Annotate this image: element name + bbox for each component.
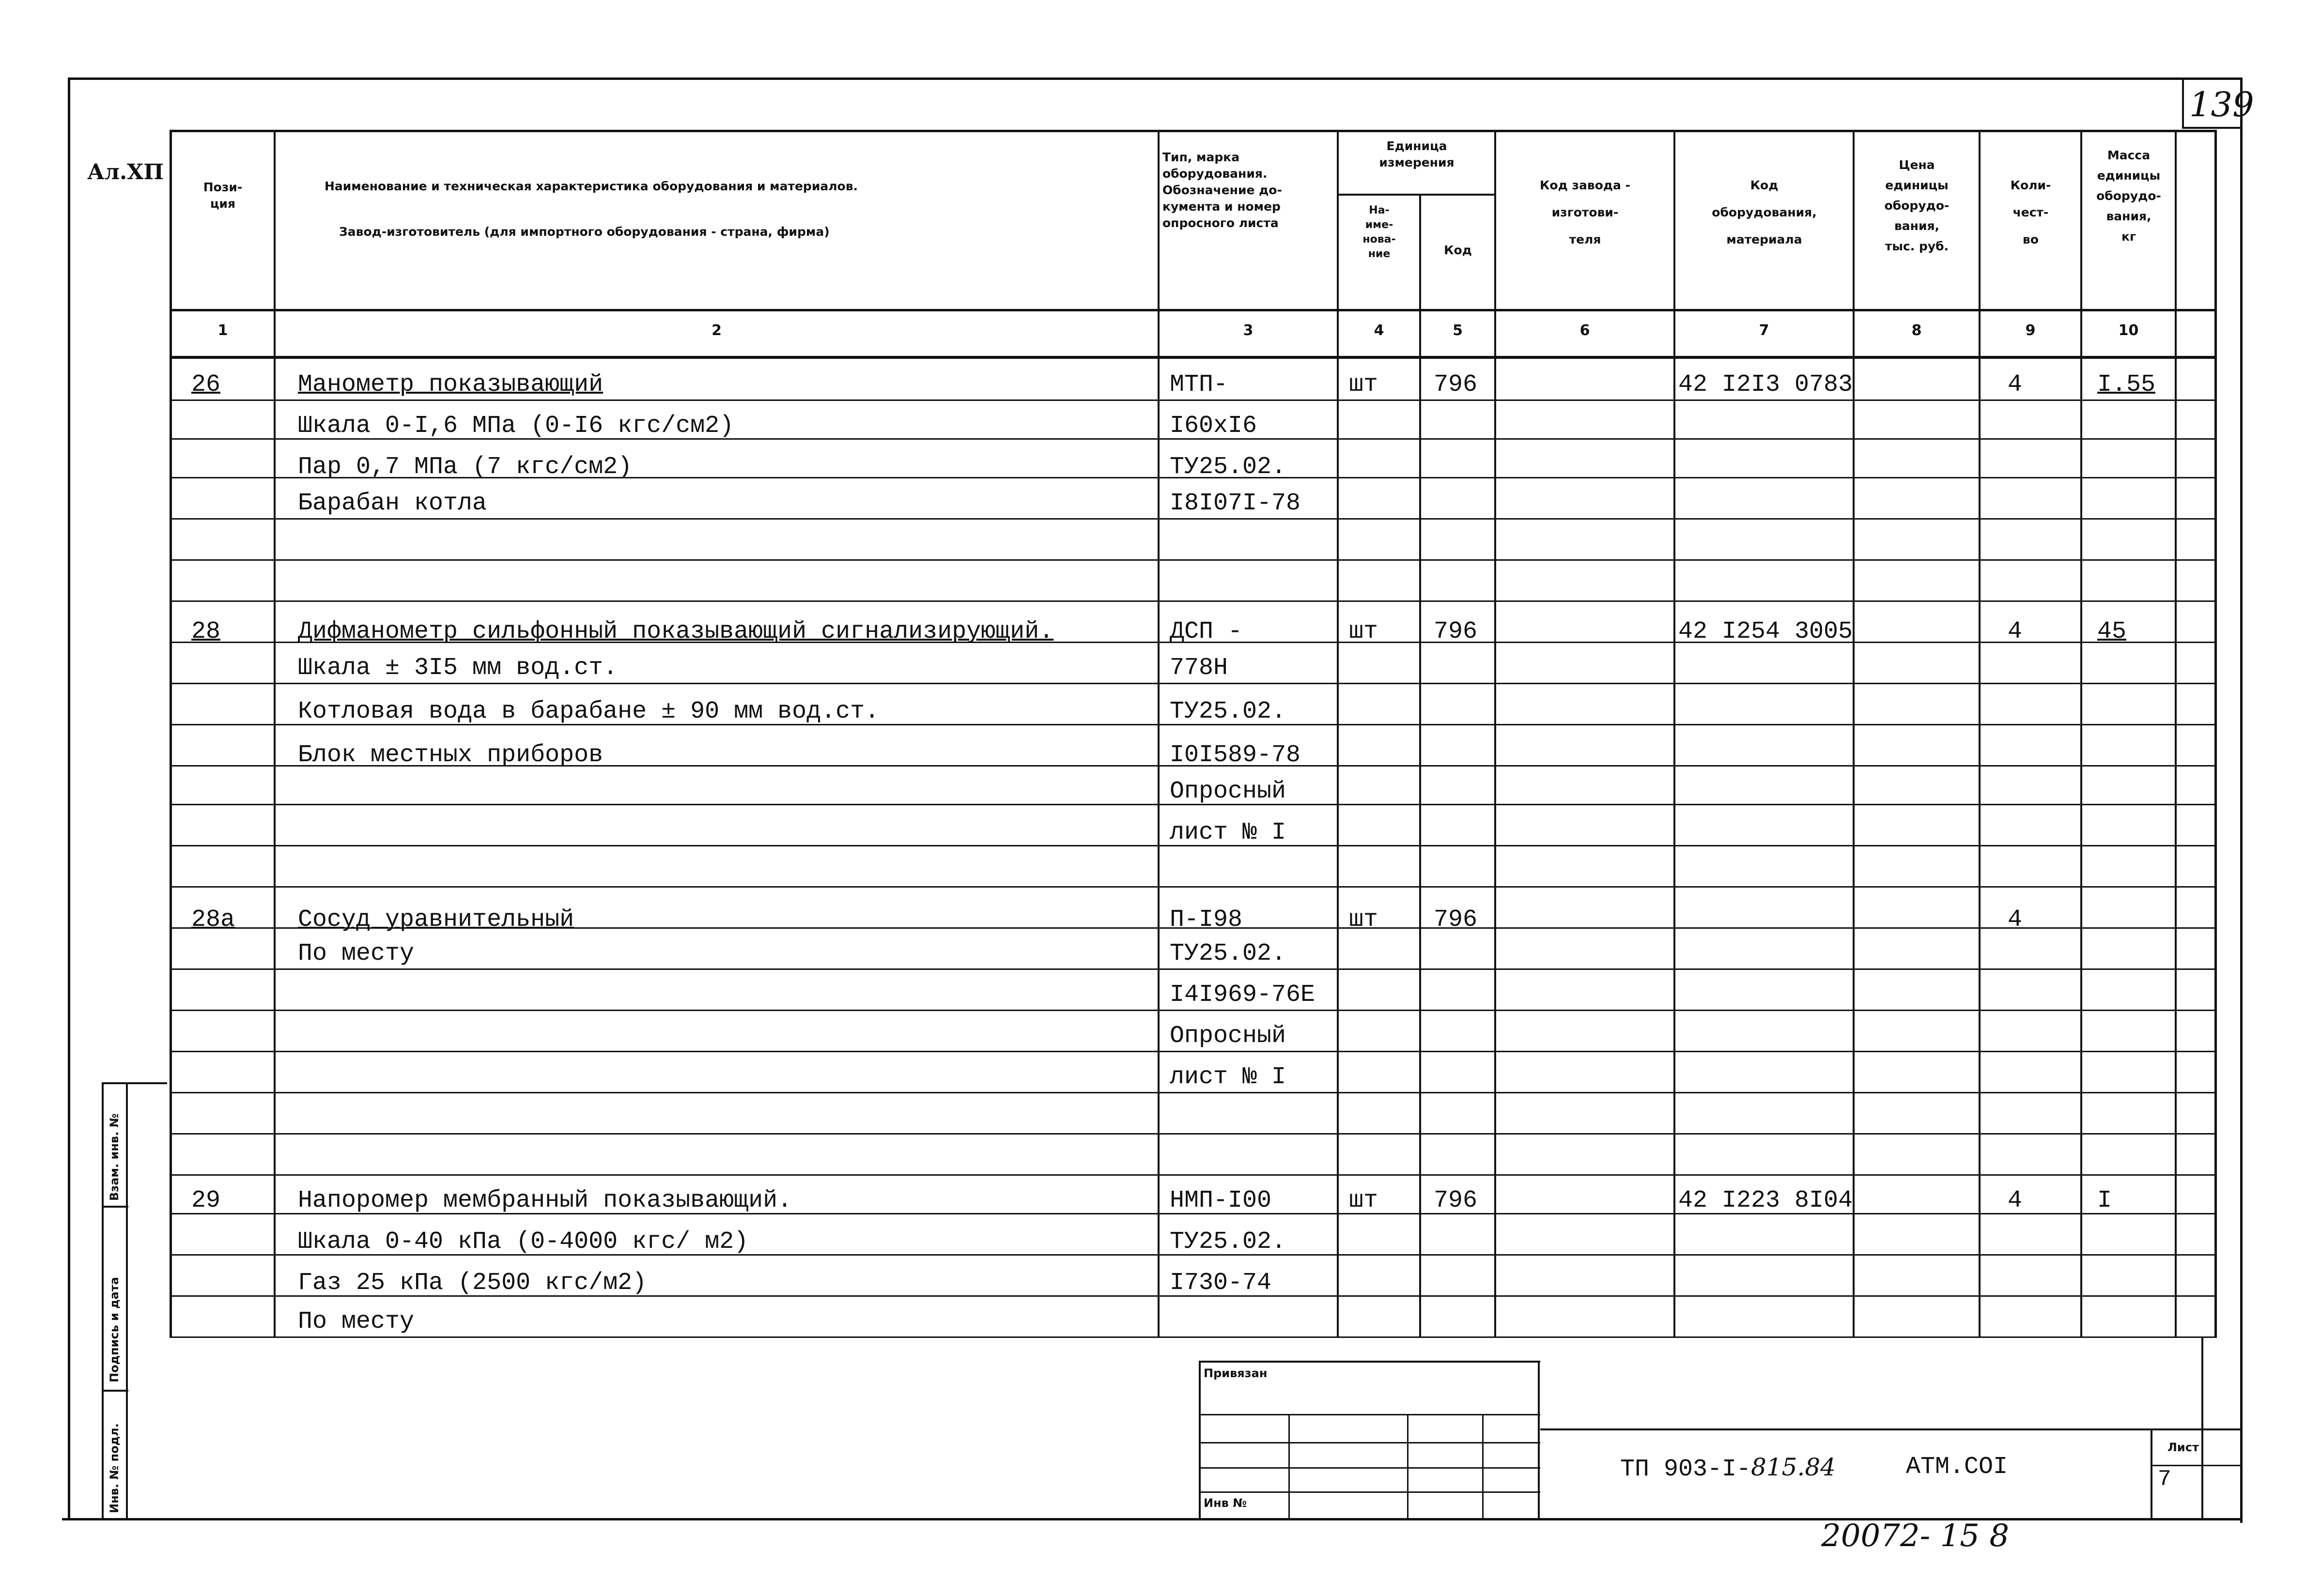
cell-name: Пар 0,7 МПа (7 кгс/см2)	[298, 453, 633, 481]
side-label-inv: Инв. № подл.	[108, 1423, 121, 1513]
cell-position: 28	[191, 618, 221, 645]
cell-type: I8I07I-78	[1170, 490, 1301, 517]
cell-type: ТУ25.02.	[1170, 453, 1286, 481]
column-number: 2	[712, 322, 722, 339]
cell-position: 29	[191, 1187, 221, 1214]
cell-position: 28а	[191, 906, 235, 934]
cell-type: 778Н	[1170, 654, 1228, 682]
column-number: 1	[217, 322, 228, 339]
cell-quantity: 4	[2008, 618, 2023, 645]
header-price: Цена единицы оборудо- вания, тыс. руб.	[1884, 158, 1950, 253]
cell-unit-code: 796	[1434, 618, 1478, 645]
sheet-number: 7	[2158, 1467, 2171, 1492]
cell-quantity: 4	[2008, 1187, 2023, 1214]
cell-type: I730-74	[1170, 1269, 1272, 1297]
header-type: Тип, марка оборудования. Обозначение до- кумента и номер опросного листа	[1162, 150, 1282, 230]
header-mass: Масса единицы оборудо- вания, кг	[2096, 148, 2161, 244]
cell-name: По месту	[298, 1308, 415, 1335]
column-number: 9	[2025, 322, 2036, 339]
cell-type: Опросный	[1170, 1022, 1286, 1050]
cell-mass: I.55	[2097, 371, 2156, 399]
cell-name: Барабан котла	[298, 490, 487, 517]
cell-unit-code: 796	[1434, 371, 1478, 399]
column-number: 10	[2118, 322, 2139, 339]
cell-type: Опросный	[1170, 778, 1286, 805]
cell-equipment-code: 42 I254 3005	[1678, 618, 1853, 645]
header-unit-name: На- име- нова- ние	[1362, 204, 1396, 260]
cell-name: Шкала 0-40 кПа (0-4000 кгс/ м2)	[298, 1228, 749, 1256]
header-factory-code: Код завода - изготови- теля	[1539, 178, 1631, 246]
cell-unit: шт	[1349, 1187, 1378, 1214]
cell-name: Шкала 0-I,6 МПа (0-I6 кгс/см2)	[298, 412, 734, 440]
cell-type: НМП-I00	[1170, 1187, 1272, 1214]
bottom-archive-number: 20072- 15 8	[1821, 1518, 2010, 1554]
frame-top	[68, 77, 2243, 80]
cell-type: ДСП -	[1170, 618, 1243, 645]
header-quantity: Коли- чест- во	[2010, 178, 2051, 246]
side-label-vzam: Взам. инв. №	[108, 1113, 121, 1201]
cell-type: ТУ25.02.	[1170, 1228, 1286, 1256]
cell-mass: I	[2097, 1187, 2112, 1214]
header-name-line2: Завод-изготовитель (для импортного оборудования - страна, фирма)	[339, 225, 830, 239]
column-number: 6	[1579, 322, 1590, 339]
cell-type: ТУ25.02.	[1170, 698, 1286, 725]
header-unit-code: Код	[1444, 243, 1472, 257]
side-label-podpis: Подпись и дата	[108, 1277, 121, 1382]
sheet-label: Лист	[2167, 1441, 2199, 1454]
cell-name: Напоромер мембранный показывающий.	[298, 1187, 792, 1214]
page-number-top: 139	[2189, 85, 2254, 124]
cell-quantity: 4	[2008, 906, 2023, 934]
cell-type: МТП-	[1170, 371, 1228, 399]
cell-mass: 45	[2097, 618, 2127, 645]
header-position: Пози- ция	[203, 180, 243, 211]
cell-unit: шт	[1349, 906, 1378, 934]
column-number: 8	[1911, 322, 1922, 339]
cell-position: 26	[191, 371, 221, 399]
cell-type: I0I589-78	[1170, 741, 1301, 769]
table-top	[170, 130, 2216, 132]
cell-name: По месту	[298, 940, 415, 967]
doc-code: ТП 903-I-815.84	[1620, 1453, 1836, 1483]
cell-name: Сосуд уравнительный	[298, 906, 574, 934]
cell-type: ТУ25.02.	[1170, 940, 1286, 967]
cell-unit: шт	[1349, 371, 1378, 399]
frame-right	[2240, 77, 2243, 1523]
cell-equipment-code: 42 I223 8I04	[1678, 1187, 1853, 1214]
column-number: 4	[1374, 322, 1384, 339]
column-number: 3	[1243, 322, 1254, 339]
cell-unit-code: 796	[1434, 906, 1478, 934]
cell-type: лист № I	[1170, 1063, 1286, 1091]
cell-name: Манометр показывающий	[298, 371, 604, 399]
cell-quantity: 4	[2008, 371, 2023, 399]
stamp-attached-label: Привязан	[1204, 1366, 1268, 1380]
cell-type: лист № I	[1170, 819, 1286, 846]
cell-name: Газ 25 кПа (2500 кгс/м2)	[298, 1269, 647, 1297]
cell-name: Блок местных приборов	[298, 741, 604, 769]
doc-code-suffix: АТМ.COI	[1906, 1453, 2008, 1481]
cell-type: П-I98	[1170, 906, 1243, 934]
column-number: 5	[1453, 322, 1463, 339]
column-number: 7	[1759, 322, 1769, 339]
header-name-line1: Наименование и техническая характеристика оборудования и материалов.	[325, 179, 858, 193]
album-label: Ал.ХП	[87, 160, 164, 184]
cell-name: Дифманометр сильфонный показывающий сигнализирующий.	[298, 618, 1054, 645]
cell-equipment-code: 42 I2I3 0783	[1678, 371, 1853, 399]
frame-left	[68, 77, 70, 1520]
cell-unit-code: 796	[1434, 1187, 1478, 1214]
cell-name: Шкала ± 3I5 мм вод.ст.	[298, 654, 618, 682]
cell-unit: шт	[1349, 618, 1378, 645]
stamp-inv-label: Инв №	[1204, 1496, 1247, 1510]
cell-name: Котловая вода в барабане ± 90 мм вод.ст.	[298, 698, 880, 725]
header-unit: Единица измерения	[1379, 139, 1455, 169]
cell-type: I60хI6	[1170, 412, 1257, 440]
cell-type: I4I969-76Е	[1170, 981, 1316, 1009]
header-equipment-code: Код оборудования, материала	[1712, 178, 1817, 246]
